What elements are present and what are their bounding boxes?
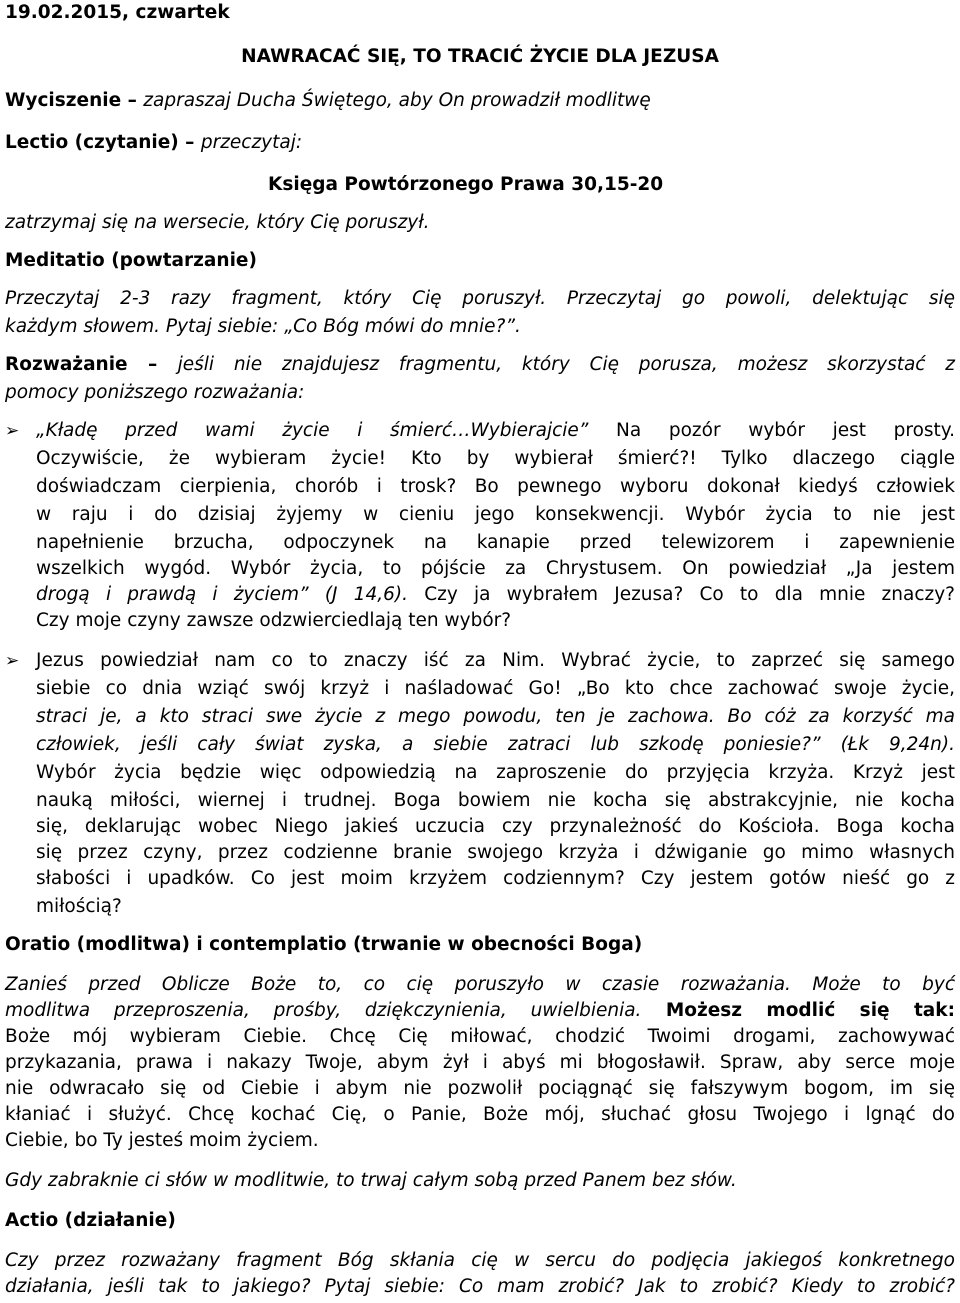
oratio-heading: Oratio (modlitwa) i contemplatio (trwanie w obecności Boga) — [5, 934, 643, 955]
bullet1-text: w raju i do dzisiaj żyjemy w cieniu jego konsekwencji. Wybór życia to nie jest — [36, 504, 955, 525]
bullet1-line — [36, 530, 955, 556]
scripture-reference: Księga Powtórzonego Prawa 30,15-20 — [268, 174, 664, 195]
bullet2-line — [36, 814, 955, 840]
bullet1-line — [36, 446, 955, 472]
bullet2-line — [36, 732, 955, 758]
bullet2-line — [36, 648, 955, 674]
bullet1-line — [36, 582, 955, 608]
bullet2-italic: straci je, a kto straci swe życie z mego powodu, ten je zachowa. Bo cóż za korzyść ma — [36, 706, 955, 727]
oratio-line — [5, 1128, 319, 1154]
bullet1-text: Na pozór wybór jest prosty. — [588, 420, 955, 441]
bullet2-text: Jezus powiedział nam co to znaczy iść za Nim. Wybrać życie, to zaprzeć się samego — [36, 650, 955, 671]
bullet1-line — [36, 502, 955, 528]
bullet2-line — [36, 676, 955, 702]
arrow-bullet-icon: ➢ — [5, 421, 20, 441]
oratio-line — [5, 972, 955, 998]
bullet1-text: Czy moje czyny zawsze odzwierciedlają ten wybór? — [36, 610, 512, 631]
actio-heading: Actio (działanie) — [5, 1210, 176, 1231]
actio-line-1: Czy przez rozważany fragment Bóg skłania cię w sercu do podjęcia jakiegoś konkretnego — [5, 1250, 955, 1271]
oratio-line — [5, 998, 955, 1024]
bullet2-line — [36, 760, 955, 786]
rozwazanie-intro: jeśli nie znajdujesz fragmentu, który Cię porusza, możesz skorzystać z — [177, 354, 955, 375]
bullet2-text: się przez czyny, przez codzienne branie swojego krzyża i dźwiganie go mimo własnych — [36, 842, 955, 863]
meditatio-line-1: Przeczytaj 2-3 razy fragment, który Cię poruszył. Przeczytaj go powoli, delektując się — [5, 288, 955, 309]
bullet2-line — [36, 704, 955, 730]
bullet1-text: napełnienie brzucha, odpoczynek na kanapie przed telewizorem i zapewnienie — [36, 532, 955, 553]
bullet2-text: miłością? — [36, 896, 122, 917]
meditatio-heading: Meditatio (powtarzanie) — [5, 250, 257, 271]
oratio-line — [5, 1076, 955, 1102]
date-header: 19.02.2015, czwartek — [5, 2, 230, 23]
oratio-text: kłaniać i służyć. Chcę kochać Cię, o Panie, Boże mój, słuchać głosu Twojego i lgnąć do — [5, 1104, 955, 1125]
rozwazanie-label: Rozważanie – — [5, 354, 178, 375]
oratio-line — [5, 1102, 955, 1128]
oratio-italic: Zanieś przed Oblicze Boże to, co cię poruszyło w czasie rozważania. Może to być — [5, 974, 955, 995]
bullet1-text: Oczywiście, że wybieram życie! Kto by wybierał śmierć?! Tylko dlaczego ciągle — [36, 448, 955, 469]
bullet1-italic: drogą i prawdą i życiem” (J 14,6). — [36, 584, 408, 605]
oratio-line — [5, 1024, 955, 1050]
lectio-line — [5, 130, 302, 156]
wyciszenie-line — [5, 88, 651, 114]
bullet1-text: wszelkich wygód. Wybór życia, to pójście za Chrystusem. On powiedział „Ja jestem — [36, 558, 955, 579]
bullet2-text: słabości i upadków. Co jest moim krzyżem codziennym? Czy jestem gotów nieść go z — [36, 868, 955, 889]
bullet1-text: Czy ja wybrałem Jezusa? Co to dla mnie znaczy? — [408, 584, 955, 605]
bullet1-line — [36, 608, 511, 634]
bullet2-line — [36, 788, 955, 814]
bullet1-line — [36, 556, 955, 582]
oratio-text: Ciebie, bo Ty jesteś moim życiem. — [5, 1130, 319, 1151]
bullet1-italic: „Kładę przed wami życie i śmierć…Wybierajcie” — [36, 420, 589, 441]
lectio-instruction: zatrzymaj się na wersecie, który Cię poruszył. — [5, 212, 430, 233]
rozwazanie-line-2: pomocy poniższego rozważania: — [5, 382, 305, 403]
wyciszenie-label: Wyciszenie – — [5, 90, 144, 111]
bullet2-text: Wybór życia będzie więc odpowiedzią na zaproszenie do przyjęcia krzyża. Krzyż jest — [36, 762, 955, 783]
oratio-italic: modlitwa przeproszenia, prośby, dziękczynienia, uwielbienia. — [5, 1000, 642, 1021]
lectio-text: przeczytaj: — [200, 132, 303, 153]
bullet2-line — [36, 866, 955, 892]
lectio-label: Lectio (czytanie) – — [5, 132, 201, 153]
bullet2-italic: człowiek, jeśli cały świat zyska, a siebie zatraci lub szkodę poniesie?” (Łk 9,24n). — [36, 734, 955, 755]
actio-line-2: działania, jeśli tak to jakiego? Pytaj siebie: Co mam zrobić? Jak to zrobić? Kiedy to zrobić? — [5, 1276, 955, 1297]
bullet2-line — [36, 840, 955, 866]
bullet2-line — [36, 894, 122, 920]
oratio-line — [5, 1050, 955, 1076]
bullet1-line — [36, 474, 955, 500]
arrow-bullet-icon: ➢ — [5, 651, 20, 671]
bullet2-text: siebie co dnia wziąć swój krzyż i naśladować Go! „Bo kto chce zachować swoje życie, — [36, 678, 955, 699]
bullet1-line — [36, 418, 955, 444]
bullet2-text: nauką miłości, wiernej i trudnej. Boga bowiem nie kocha się abstrakcyjnie, nie kocha — [36, 790, 955, 811]
oratio-text: przykazania, prawa i nakazy Twoje, abym żył i abyś mi błogosławił. Spraw, aby serce moje — [5, 1052, 955, 1073]
wyciszenie-text: zapraszaj Ducha Świętego, aby On prowadził modlitwę — [143, 90, 651, 111]
oratio-bold: Możesz modlić się tak: — [641, 1000, 955, 1021]
oratio-text: nie odwracało się od Ciebie i abym nie pozwolił pociągnąć się fałszywym bogom, im się — [5, 1078, 955, 1099]
bullet1-text: doświadczam cierpienia, chorób i trosk? Bo pewnego wyboru dokonał kiedyś człowiek — [36, 476, 955, 497]
bullet2-text: się, deklarując wobec Niego jakieś uczucia czy przynależność do Kościoła. Boga kocha — [36, 816, 955, 837]
oratio-text: Boże mój wybieram Ciebie. Chcę Cię miłować, chodzić Twoimi drogami, zachowywać — [5, 1026, 955, 1047]
oratio-closing: Gdy zabraknie ci słów w modlitwie, to trwaj całym sobą przed Panem bez słów. — [5, 1170, 737, 1191]
rozwazanie-line-1 — [5, 352, 955, 378]
meditatio-line-2: każdym słowem. Pytaj siebie: „Co Bóg mówi do mnie?”. — [5, 316, 521, 337]
page-title: NAWRACAĆ SIĘ, TO TRACIĆ ŻYCIE DLA JEZUSA — [241, 46, 719, 67]
